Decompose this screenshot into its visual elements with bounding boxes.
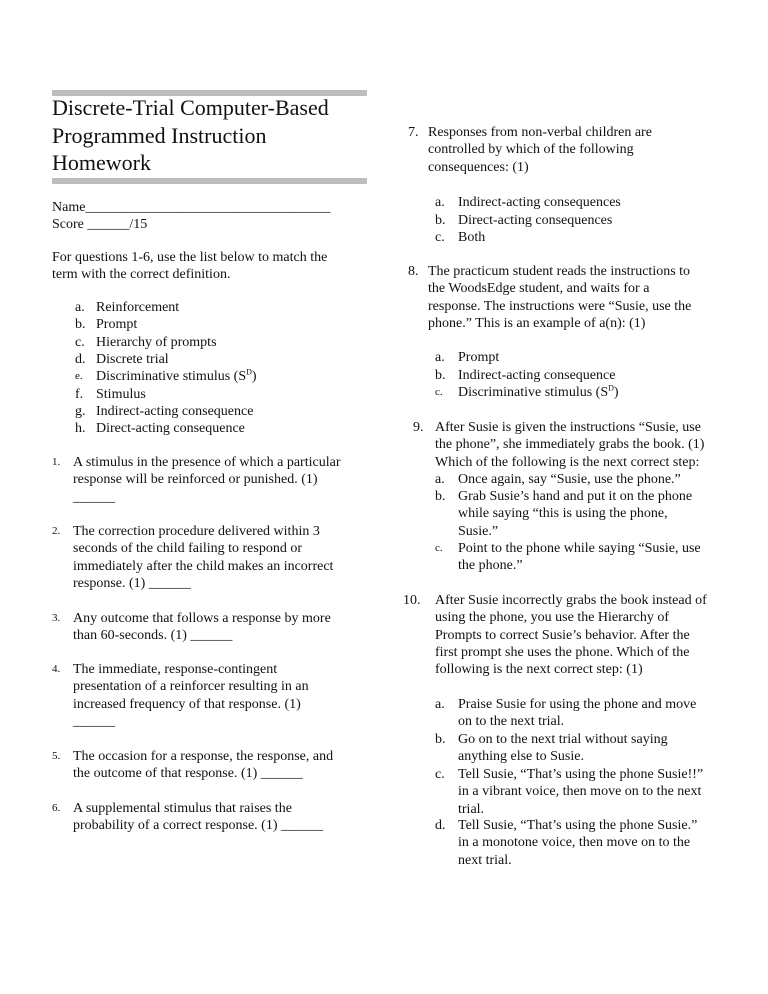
option-letter bbox=[435, 471, 445, 488]
answer-option-line-text: anything else to Susie. bbox=[458, 749, 584, 765]
option-letter bbox=[435, 488, 446, 505]
answer-option-line-text: in a vibrant voice, then move on to the next bbox=[458, 784, 702, 800]
term-item-text: Indirect-acting consequence bbox=[96, 403, 254, 419]
term-letter bbox=[75, 403, 86, 420]
answer-option-line bbox=[458, 505, 668, 522]
question-text-line bbox=[73, 817, 323, 834]
term-item-text: Discrete trial bbox=[96, 351, 169, 367]
answer-option-line bbox=[458, 696, 696, 713]
answer-option-line bbox=[458, 801, 484, 818]
question-text-line-text: presentation of a reinforcer resulting in an bbox=[73, 679, 309, 695]
answer-option-line-text: Discriminative stimulus (S bbox=[458, 385, 609, 400]
question-text-line bbox=[73, 678, 309, 695]
question-text-line bbox=[435, 609, 669, 626]
answer-option-line bbox=[458, 229, 485, 246]
option-letter-text: c. bbox=[435, 230, 445, 245]
term-item-text: Prompt bbox=[96, 317, 138, 333]
option-letter-text: b. bbox=[435, 489, 446, 504]
question-text-line bbox=[428, 298, 691, 315]
option-letter-text: b. bbox=[435, 368, 446, 383]
option-letter-text: a. bbox=[435, 195, 445, 210]
question-text-line bbox=[435, 436, 704, 453]
question-number-text: 10. bbox=[403, 593, 421, 608]
answer-option-line bbox=[458, 194, 621, 211]
answer-option-line-text: on to the next trial. bbox=[458, 714, 565, 730]
question-text-line-text: ______ bbox=[73, 489, 115, 505]
answer-option-line bbox=[458, 471, 681, 488]
answer-option-line-text: Grab Susie’s hand and put it on the phone bbox=[458, 489, 693, 504]
option-letter bbox=[435, 696, 445, 713]
answer-option-line-text: Tell Susie, “That’s using the phone Susie.” bbox=[458, 818, 698, 833]
answer-option-line bbox=[458, 540, 701, 557]
term-letter-text: f. bbox=[75, 386, 84, 402]
question-number bbox=[403, 592, 421, 609]
term-letter-text: e. bbox=[75, 370, 83, 383]
question-number-text: 1. bbox=[52, 456, 61, 468]
question-number bbox=[52, 523, 60, 540]
page-title-line: Homework bbox=[52, 150, 151, 175]
term-item-text: Hierarchy of prompts bbox=[96, 334, 217, 350]
term-item bbox=[96, 316, 137, 333]
answer-option-line-text: Praise Susie for using the phone and move bbox=[458, 697, 697, 712]
question-text-line-text: The practicum student reads the instructions to bbox=[428, 264, 691, 279]
answer-option-line-text: Tell Susie, “That’s using the phone Susie!!” bbox=[458, 767, 704, 782]
option-letter bbox=[435, 540, 443, 557]
question-text-line bbox=[428, 315, 645, 332]
question-number-text: 8. bbox=[408, 264, 419, 279]
term-letter-text: g. bbox=[75, 403, 86, 419]
question-text-line-text: The occasion for a response, the response, and bbox=[73, 749, 334, 764]
term-letter bbox=[75, 334, 85, 351]
question-text-line bbox=[73, 765, 303, 782]
term-item bbox=[96, 351, 169, 368]
question-text-line bbox=[435, 592, 707, 609]
answer-option-line bbox=[458, 766, 703, 783]
question-text-line-text: consequences: (1) bbox=[428, 159, 529, 175]
question-number bbox=[408, 124, 419, 141]
question-text-line bbox=[428, 141, 634, 158]
option-letter-text: d. bbox=[435, 818, 446, 833]
question-text-line-text: following is the next correct step: (1) bbox=[435, 662, 643, 678]
question-text-line bbox=[73, 627, 232, 644]
question-number-text: 4. bbox=[52, 663, 61, 675]
answer-option-line bbox=[458, 367, 615, 384]
term-item-text: Discriminative stimulus (S bbox=[96, 369, 247, 385]
question-text-line bbox=[73, 454, 340, 471]
answer-option-line-text: Susie.” bbox=[458, 523, 499, 539]
answer-option-line bbox=[458, 748, 584, 765]
answer-option-line-text: Indirect-acting consequences bbox=[458, 195, 621, 210]
instructions-line: For questions 1-6, use the list below to match the bbox=[52, 250, 328, 265]
term-item bbox=[96, 420, 245, 437]
question-text-line bbox=[435, 627, 690, 644]
question-number-text: 5. bbox=[52, 750, 61, 762]
question-text-line bbox=[73, 540, 302, 557]
superscript: D bbox=[246, 367, 252, 377]
question-number bbox=[52, 661, 60, 678]
answer-option-line bbox=[458, 817, 697, 834]
answer-option-line bbox=[458, 852, 512, 869]
question-text-line-text: response. The instructions were “Susie, use the bbox=[428, 298, 692, 314]
question-number bbox=[408, 263, 419, 280]
question-text-line bbox=[73, 610, 331, 627]
question-text-line-text: ______ bbox=[73, 713, 115, 729]
option-letter-text: a. bbox=[435, 472, 445, 487]
answer-option-line-text: Point to the phone while saying “Susie, use bbox=[458, 541, 701, 556]
score-field-label: Score ______/15 bbox=[52, 217, 148, 232]
instructions-line: term with the correct definition. bbox=[52, 267, 231, 282]
question-text-line bbox=[428, 159, 529, 176]
option-letter-text: b. bbox=[435, 213, 446, 228]
option-letter bbox=[435, 229, 445, 246]
question-text-line bbox=[435, 419, 701, 436]
question-text-line-text: the phone”, she immediately grabs the book. (1) bbox=[435, 437, 705, 453]
question-text-line bbox=[73, 471, 318, 488]
question-text-line-text: After Susie incorrectly grabs the book instead of bbox=[435, 593, 707, 608]
question-text-line-text: the outcome of that response. (1) ______ bbox=[73, 766, 303, 782]
question-text-line-text: Which of the following is the next correct step: bbox=[435, 454, 700, 470]
question-text-line-text: A stimulus in the presence of which a particular bbox=[73, 455, 341, 470]
term-letter bbox=[75, 420, 86, 437]
question-number bbox=[52, 800, 60, 817]
question-number-text: 3. bbox=[52, 612, 61, 624]
answer-option-line bbox=[458, 212, 612, 229]
answer-option-line bbox=[458, 557, 523, 574]
question-text-line-text: phone.” This is an example of a(n): (1) bbox=[428, 315, 646, 331]
answer-option-line-text: Direct-acting consequences bbox=[458, 213, 613, 228]
question-text-line-text: seconds of the child failing to respond or bbox=[73, 541, 303, 557]
answer-option-line bbox=[458, 488, 692, 505]
answer-option-line bbox=[458, 731, 668, 748]
term-letter bbox=[75, 299, 85, 316]
answer-option-line bbox=[458, 713, 564, 730]
question-text-line-text: Responses from non-verbal children are bbox=[428, 125, 652, 140]
option-letter bbox=[435, 384, 443, 401]
question-text-line-text: After Susie is given the instructions “Susie, use bbox=[435, 420, 701, 435]
answer-option-line bbox=[458, 834, 690, 851]
option-letter bbox=[435, 212, 446, 229]
question-text-line-text: Prompts to correct Susie’s behavior. After the bbox=[435, 627, 690, 643]
answer-option-line-text: Indirect-acting consequence bbox=[458, 368, 616, 383]
option-letter-text: b. bbox=[435, 732, 446, 747]
question-text-line-text: The immediate, response-contingent bbox=[73, 662, 278, 677]
question-text-line bbox=[73, 489, 115, 506]
question-text-line-text: controlled by which of the following bbox=[428, 142, 634, 158]
term-item-text: Reinforcement bbox=[96, 300, 180, 315]
option-letter-text: c. bbox=[435, 386, 443, 398]
name-field-label: Name___________________________________ bbox=[52, 200, 331, 215]
answer-option-line-text: Go on to the next trial without saying bbox=[458, 732, 668, 747]
superscript: D bbox=[608, 383, 614, 393]
term-letter-text: c. bbox=[75, 334, 85, 350]
answer-option-line bbox=[458, 523, 498, 540]
question-number bbox=[52, 748, 60, 765]
question-text-line-text: first prompt she uses the phone. Which of the bbox=[435, 644, 690, 660]
question-text-line-text: response. (1) ______ bbox=[73, 575, 191, 591]
question-text-line-text: Any outcome that follows a response by more bbox=[73, 611, 331, 626]
term-letter bbox=[75, 351, 86, 368]
term-item bbox=[96, 334, 217, 351]
question-number bbox=[52, 610, 60, 627]
term-letter-text: h. bbox=[75, 421, 86, 437]
question-number-text: 7. bbox=[408, 125, 419, 140]
question-text-line-text: immediately after the child makes an incorrect bbox=[73, 558, 334, 574]
question-text-line bbox=[435, 661, 643, 678]
answer-option-line bbox=[458, 349, 499, 366]
question-text-line-text: the WoodsEdge student, and waits for a bbox=[428, 281, 650, 297]
option-letter-text: c. bbox=[435, 767, 445, 782]
question-text-line-text: than 60-seconds. (1) ______ bbox=[73, 628, 233, 644]
suffix: ) bbox=[251, 369, 257, 385]
answer-option-line-text: Prompt bbox=[458, 350, 500, 365]
term-item bbox=[96, 299, 179, 316]
question-text-line-text: increased frequency of that response. (1) bbox=[73, 696, 301, 712]
page-title-line: Discrete-Trial Computer-Based bbox=[52, 95, 329, 120]
option-letter bbox=[435, 817, 446, 834]
question-text-line-text: A supplemental stimulus that raises the bbox=[73, 801, 292, 816]
question-number-text: 6. bbox=[52, 802, 61, 814]
question-text-line bbox=[73, 558, 333, 575]
question-text-line-text: probability of a correct response. (1) ______ bbox=[73, 818, 323, 834]
option-letter bbox=[435, 766, 445, 783]
option-letter bbox=[435, 349, 445, 366]
option-letter bbox=[435, 731, 446, 748]
suffix: ) bbox=[613, 385, 619, 400]
page-title-line: Programmed Instruction bbox=[52, 123, 267, 148]
term-item-text: Direct-acting consequence bbox=[96, 421, 245, 437]
question-number-text: 2. bbox=[52, 525, 61, 537]
answer-option-line-text: while saying “this is using the phone, bbox=[458, 506, 668, 522]
answer-option-line-text: the phone.” bbox=[458, 558, 523, 574]
term-letter bbox=[75, 316, 86, 333]
answer-option-line-text: Once again, say “Susie, use the phone.” bbox=[458, 472, 681, 487]
term-item bbox=[96, 368, 257, 385]
question-text-line bbox=[73, 575, 191, 592]
question-text-line-text: The correction procedure delivered within 3 bbox=[73, 524, 320, 539]
term-letter-text: b. bbox=[75, 317, 86, 333]
answer-option-line bbox=[458, 384, 619, 401]
question-text-line-text: response will be reinforced or punished. (1) bbox=[73, 472, 318, 488]
term-letter bbox=[75, 368, 83, 385]
term-letter-text: d. bbox=[75, 351, 86, 367]
option-letter bbox=[435, 194, 445, 211]
option-letter-text: a. bbox=[435, 697, 445, 712]
question-text-line bbox=[73, 696, 301, 713]
term-letter-text: a. bbox=[75, 300, 85, 315]
option-letter-text: a. bbox=[435, 350, 445, 365]
answer-option-line-text: in a monotone voice, then move on to the bbox=[458, 835, 691, 851]
option-letter-text: c. bbox=[435, 542, 443, 554]
question-text-line bbox=[73, 661, 277, 678]
question-text-line bbox=[428, 124, 652, 141]
term-item-text: Stimulus bbox=[96, 386, 146, 402]
answer-option-line bbox=[458, 783, 701, 800]
question-text-line bbox=[73, 748, 333, 765]
question-text-line bbox=[73, 523, 320, 540]
title-bottom-rule bbox=[52, 178, 367, 184]
question-number-text: 9. bbox=[413, 420, 424, 435]
question-text-line bbox=[73, 713, 115, 730]
question-text-line bbox=[435, 644, 689, 661]
term-item bbox=[96, 386, 146, 403]
question-text-line bbox=[428, 280, 649, 297]
question-text-line bbox=[428, 263, 690, 280]
answer-option-line-text: Both bbox=[458, 230, 486, 245]
question-number bbox=[413, 419, 424, 436]
question-text-line bbox=[73, 800, 292, 817]
term-item bbox=[96, 403, 253, 420]
question-number bbox=[52, 454, 60, 471]
question-text-line bbox=[435, 454, 699, 471]
option-letter bbox=[435, 367, 446, 384]
answer-option-line-text: trial. bbox=[458, 801, 485, 817]
answer-option-line-text: next trial. bbox=[458, 852, 512, 868]
term-letter bbox=[75, 386, 83, 403]
question-text-line-text: using the phone, you use the Hierarchy of bbox=[435, 610, 670, 626]
